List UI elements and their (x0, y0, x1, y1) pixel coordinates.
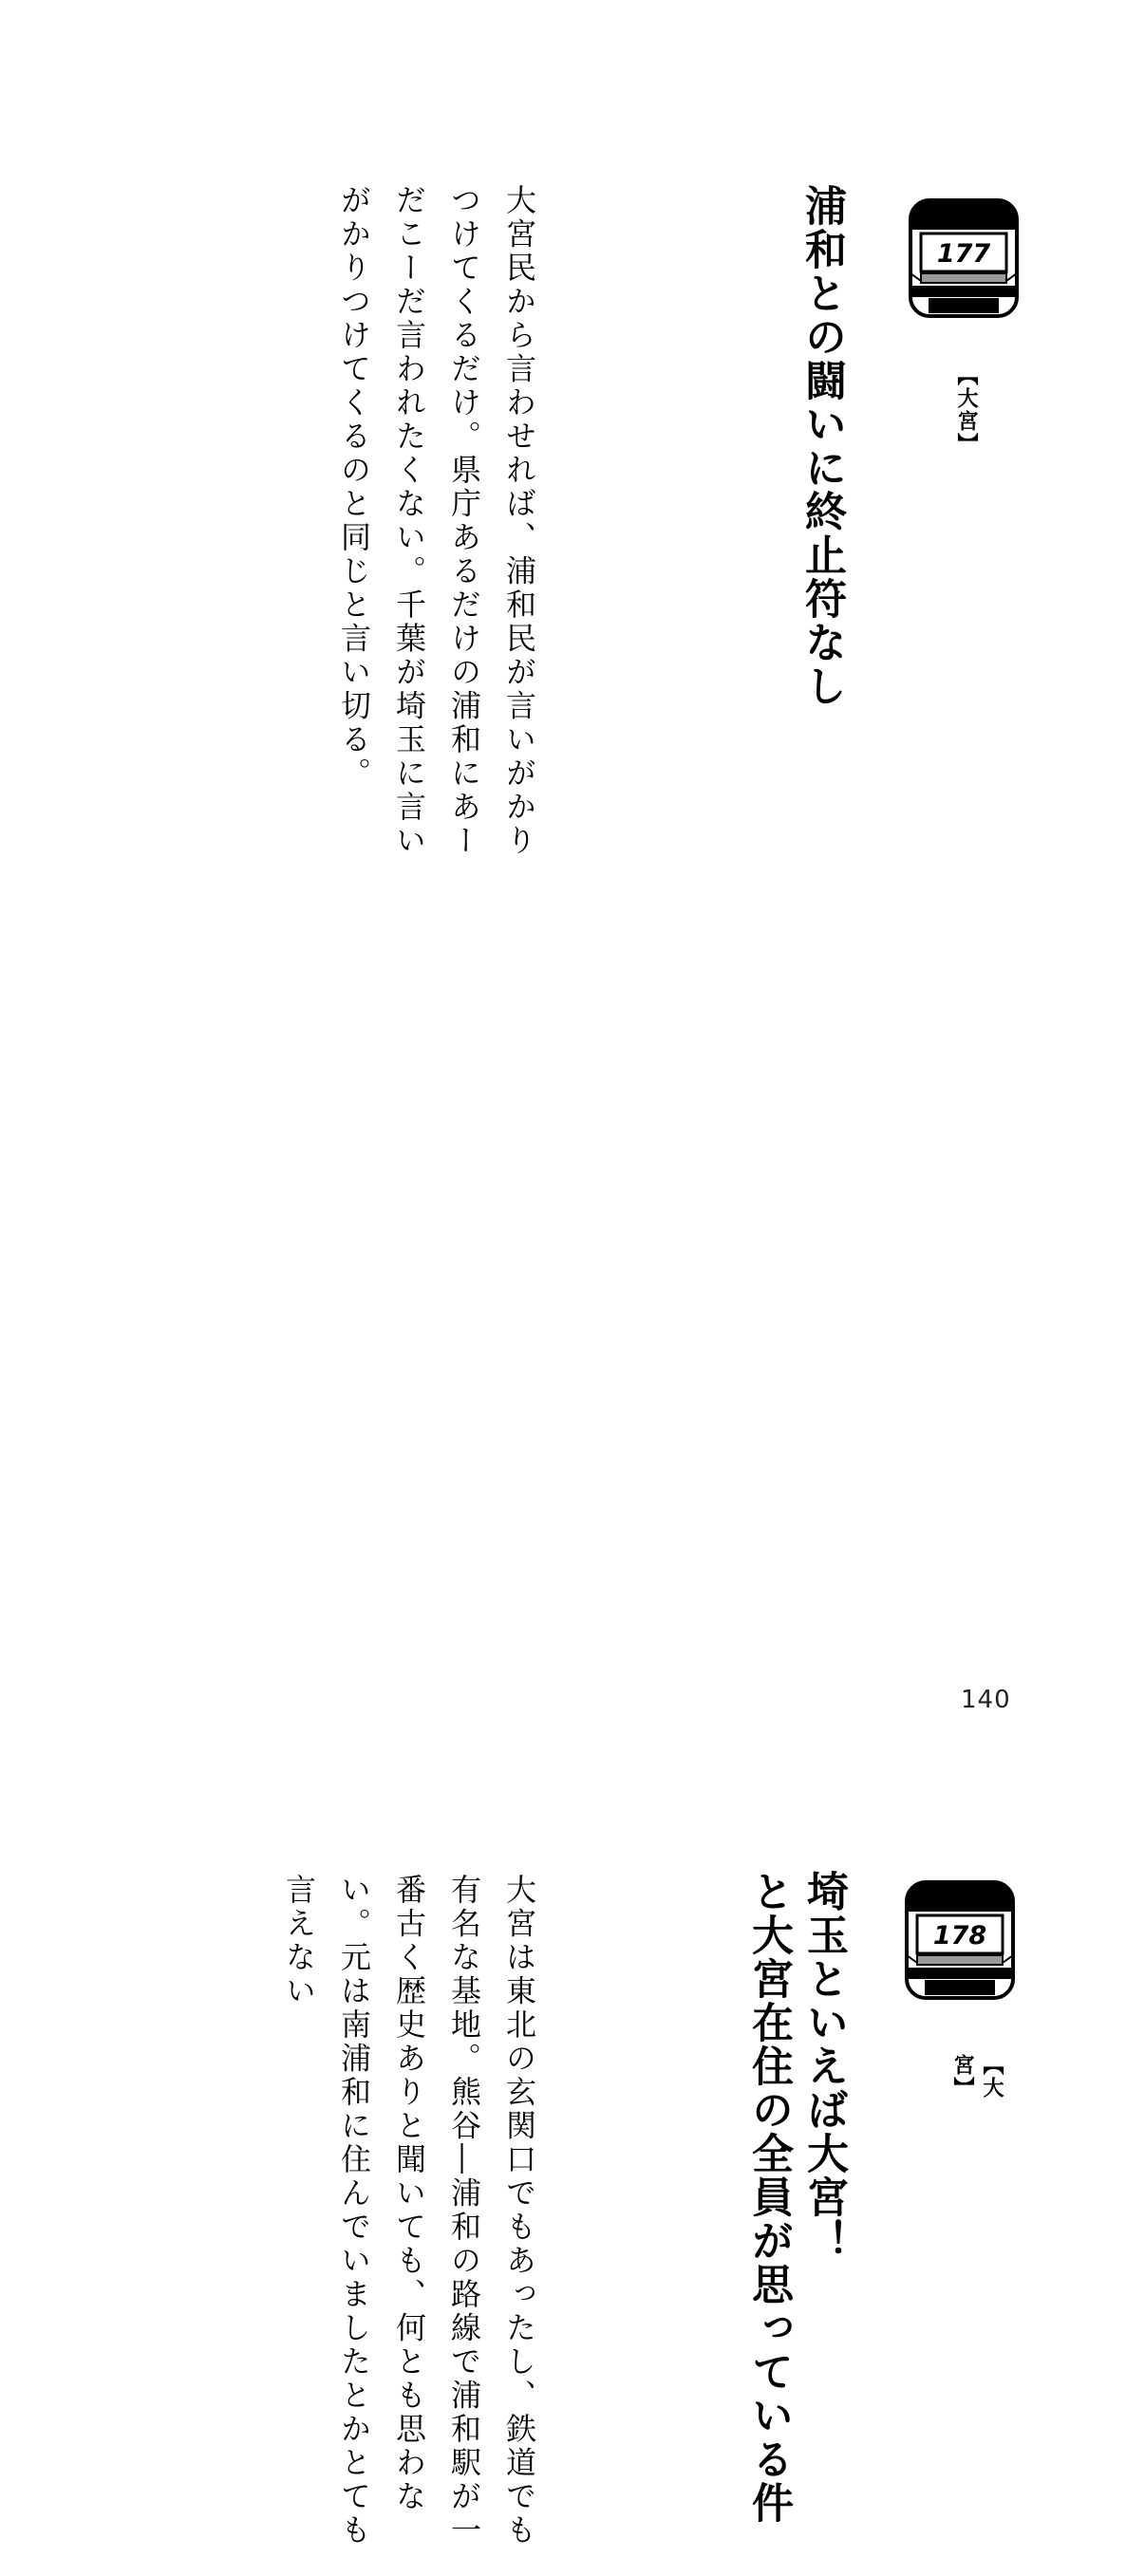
train-number: 178 (932, 1921, 987, 1951)
train-number: 177 (936, 239, 991, 269)
entry-body: 大宮は東北の玄関口でもあったし、鉄道でも有名な基地。熊谷―浦和の路線で浦和駅が一番古く歴史ありと聞いても、何とも思わない。元は南浦和に住んでいましたとかとても言えない (281, 1874, 537, 2548)
entry-title (741, 1870, 851, 2563)
entry-title: 浦和との闘いに終止符なし (798, 184, 846, 708)
category-tag: 【大宮】 (950, 2054, 1004, 2100)
page-number: 140 (961, 1686, 1011, 1714)
entry-title-line-1: 埼玉といえば大宮！ (799, 1870, 848, 2263)
category-tag: 【大宮】 (954, 364, 978, 456)
entry-177 (0, 0, 1145, 911)
train-front-icon (904, 1879, 1016, 2001)
entry-title-line-2: と大宮在住の全員が思っている件 (744, 1870, 793, 2525)
entry-178 (0, 911, 1145, 2548)
entry-body: 大宮民から言わせれば、浦和民が言いがかりつけてくるだけ。県庁あるだけの浦和にあーだこーだ言われたくない。千葉が埼玉に言いがかりつけてくるのと同じと言い切る。 (336, 184, 537, 858)
train-front-icon (908, 197, 1020, 319)
